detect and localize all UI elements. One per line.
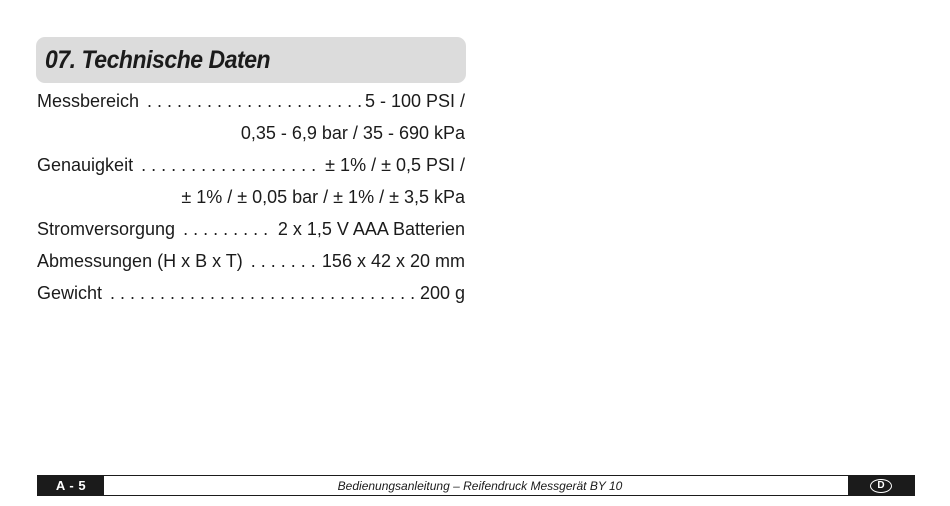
page-footer (37, 475, 915, 496)
spec-row-stromversorgung (37, 219, 465, 251)
dot-leader (110, 283, 416, 304)
spec-label: Stromversorgung (37, 219, 176, 239)
dot-leader (183, 219, 274, 240)
spec-label: Genauigkeit (37, 155, 134, 175)
spec-label: Gewicht (37, 283, 103, 303)
language-marker (848, 476, 914, 495)
spec-row-genauigkeit (37, 155, 465, 187)
spec-value-continuation: 0,35 - 6,9 bar / 35 - 690 kPa (240, 123, 465, 143)
spec-label: Abmessungen (H x B x T) (37, 251, 243, 271)
page-number: A - 5 (38, 476, 104, 495)
spec-row-abmessungen (37, 251, 465, 283)
spec-row-gewicht (37, 283, 465, 315)
spec-value: ± 1% / ± 0,5 PSI / (325, 155, 465, 175)
spec-row-messbereich (37, 91, 465, 123)
section-header (36, 37, 466, 83)
dot-leader (147, 91, 361, 112)
spec-list (37, 91, 465, 315)
spec-value: 156 x 42 x 20 mm (321, 251, 465, 271)
dot-leader (141, 155, 321, 176)
footer-title: Bedienungsanleitung – Reifendruck Messgerät BY 10 (337, 478, 623, 493)
spec-value: 5 - 100 PSI / (364, 91, 465, 111)
language-badge-icon: D (870, 479, 892, 493)
spec-value: 200 g (419, 283, 465, 303)
dot-leader (251, 251, 318, 272)
section-title: 07. Technische Daten (45, 45, 271, 74)
spec-value-continuation: ± 1% / ± 0,05 bar / ± 1% / ± 3,5 kPa (181, 187, 465, 207)
spec-value: 2 x 1,5 V AAA Batterien (277, 219, 465, 239)
spec-label: Messbereich (37, 91, 140, 111)
